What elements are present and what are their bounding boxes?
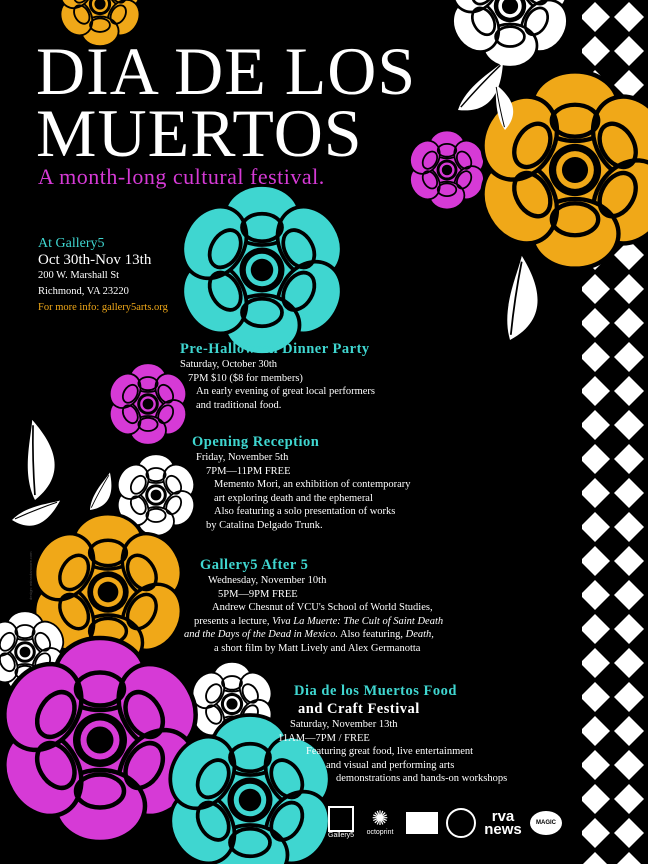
event-desc: Memento Mori, an exhibition of contemporary (214, 479, 411, 490)
event-time: 5PM—9PM FREE (218, 588, 298, 600)
venue-address-1: 200 W. Marshall St (38, 270, 120, 281)
event-title: Dia de los Muertos Food (294, 683, 457, 699)
event-date: Saturday, November 13th (290, 719, 398, 730)
venue-label: At Gallery5 (38, 236, 105, 251)
event-time: 7PM $10 ($8 for members) (188, 372, 303, 384)
venue-info-link[interactable]: For more info: gallery5arts.org (38, 302, 168, 313)
building-logo (406, 812, 440, 834)
sponsor-logos (328, 806, 566, 850)
event-date: Saturday, October 30th (180, 359, 278, 370)
octoprint-logo: ✺ octoprint (366, 808, 394, 836)
poster-subtitle: A month-long cultural festival. (38, 164, 325, 189)
venue-info (38, 236, 168, 316)
event-date: Friday, November 5th (196, 452, 289, 463)
event-dinner-party (180, 340, 375, 412)
event-food-craft-festival (272, 682, 507, 786)
event-time: 7PM—11PM FREE (206, 465, 291, 477)
event-date: Wednesday, November 10th (208, 575, 327, 586)
title-line-2: MUERTOS (36, 95, 363, 171)
event-desc: Andrew Chesnut of VCU's School of World Studies, (212, 602, 433, 613)
venue-address-2: Richmond, VA 23220 (38, 286, 129, 297)
event-desc: demonstrations and hands-on workshops (336, 773, 508, 784)
gallery5-logo: Gallery5 (328, 806, 354, 839)
event-desc: and traditional food. (196, 399, 282, 411)
event-desc: and visual and performing arts (326, 759, 455, 771)
venue-dates: Oct 30th-Nov 13th (38, 252, 152, 268)
event-desc: by Catalina Delgado Trunk. (206, 519, 323, 531)
rva-news-logo: rva news (484, 807, 522, 838)
event-desc: a short film by Matt Lively and Alex Germanotta (214, 642, 421, 654)
event-opening-reception (192, 433, 411, 532)
event-desc: An early evening of great local performers (196, 386, 376, 397)
poster-title (36, 33, 417, 171)
event-title: Gallery5 After 5 (200, 557, 309, 573)
event-after-5 (184, 556, 444, 655)
design-credit: design: mirandamoore.com (28, 551, 33, 600)
magic-hat-logo: MAGIC HAT (530, 811, 566, 835)
title-line-1: DIA DE LOS (36, 33, 417, 109)
event-title: and Craft Festival (298, 701, 420, 717)
event-desc: Also featuring a solo presentation of works (214, 506, 396, 517)
event-time: 11AM—7PM / FREE (278, 732, 370, 744)
event-title: Opening Reception (192, 434, 320, 450)
event-desc: and the Days of the Dead in Mexico. Also featuring, Death, (184, 629, 434, 640)
event-desc: presents a lecture, Viva La Muerte: The Cult of Saint Death (194, 615, 444, 627)
event-desc: art exploring death and the ephemeral (214, 492, 373, 504)
event-desc: Featuring great food, live entertainment (306, 746, 474, 757)
event-title: Pre-Halloween Dinner Party (180, 341, 370, 357)
radio-logo (446, 808, 476, 838)
